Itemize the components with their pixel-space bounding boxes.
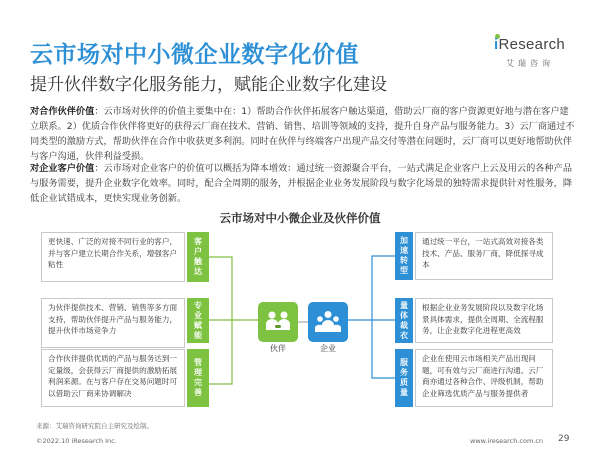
page-subtitle: 提升伙伴数字化服务能力，赋能企业数字化建设	[30, 75, 387, 95]
right-box-3: 企业在使用云市场相关产品出现问题，可有效与云厂商进行沟通。云厂商亦通过各种合作、评级机制，帮助企业筛选优质产品与服务提供者	[415, 349, 553, 407]
right-label-3: 服务质量	[395, 349, 413, 407]
left-label-2: 专业赋能	[187, 298, 209, 343]
enterprise-people-icon	[315, 310, 341, 334]
diagram-title: 云市场对中小微企业及伙伴价值	[219, 211, 381, 225]
left-label-1: 客户触达	[187, 232, 209, 282]
left-label-3: 管理完善	[187, 349, 209, 407]
logo-research: Research	[498, 36, 566, 53]
customer-value-text: ：云市场对企业客户的价值可以概括为降本增效：通过统一资源聚合平台，一站式满足企业客户上云及用云的各种产品与服务需要，提升企业数字化效率。同时，配合全周期的服务，并根据企业业务发展阶段与数字化场景的独特需求提供针对性服务，降低企业试错成本，更快实现业务创新。	[30, 163, 573, 204]
left-box-1: 更快速、广泛的对接不同行业的客户，并与客户建立长期合作关系，增强客户粘性	[41, 232, 185, 282]
logo-i: i	[494, 36, 499, 53]
source-note: 来源：艾瑞咨询研究院自主研究及绘制。	[36, 422, 153, 430]
partner-value-label: 对合作伙伴价值	[30, 106, 95, 117]
right-box-1: 通过统一平台，一站式高效对接各类技术、产品、服务厂商，降低探寻成本	[415, 232, 553, 280]
logo-cn: 艾瑞咨询	[506, 59, 554, 68]
partner-hub	[258, 302, 298, 342]
partner-people-icon	[265, 310, 291, 334]
partner-hub-label: 伙伴	[270, 344, 286, 353]
right-label-2: 量体裁衣	[395, 298, 413, 343]
right-label-1: 加速转型	[395, 232, 413, 280]
website: www.iresearch.com.cn	[470, 437, 544, 445]
sme-hub	[308, 302, 348, 342]
page-title: 云市场对中小微企业数字化价值	[30, 42, 359, 68]
customer-value-label: 对企业客户价值	[30, 163, 95, 174]
right-box-2: 根据企业业务发展阶段以及数字化场景具体需求，提供全周期、全流程服务，让企业数字化进程更高效	[415, 298, 553, 343]
page-number: 29	[558, 434, 570, 444]
partner-value-text: ：云市场对伙伴的价值主要集中在：1）帮助合作伙伴拓展客户触达渠道，借助云厂商的客户资源更好地与潜在客户建立联系。2）优质合作伙伴将更好的获得云厂商在技术、营销、销售、培训等领域的支持，提升自身产品与服务能力。3）云厂商通过不同类型的激励方式，帮助伙伴在合作中收获更多利润。同时在伙伴与终端客户出现产品交付等潜在问题时，云厂商可以更好地帮助伙伴与客户沟通，伙伴利益受损。	[30, 106, 575, 162]
left-box-2: 为伙伴提供技术、营销、销售等多方面支持，帮助伙伴提升产品与服务能力，提升伙伴市场竞争力	[41, 298, 185, 348]
left-box-3: 合作伙伴提供优质的产品与服务达到一定量级，会获得云厂商提供的激励拓展利润来源。在与客户存在交易问题时可以借助云厂商来协调解决	[41, 349, 185, 407]
copyright: ©2022.10 iResearch Inc.	[36, 437, 117, 445]
sme-hub-label: 企业	[320, 344, 336, 353]
